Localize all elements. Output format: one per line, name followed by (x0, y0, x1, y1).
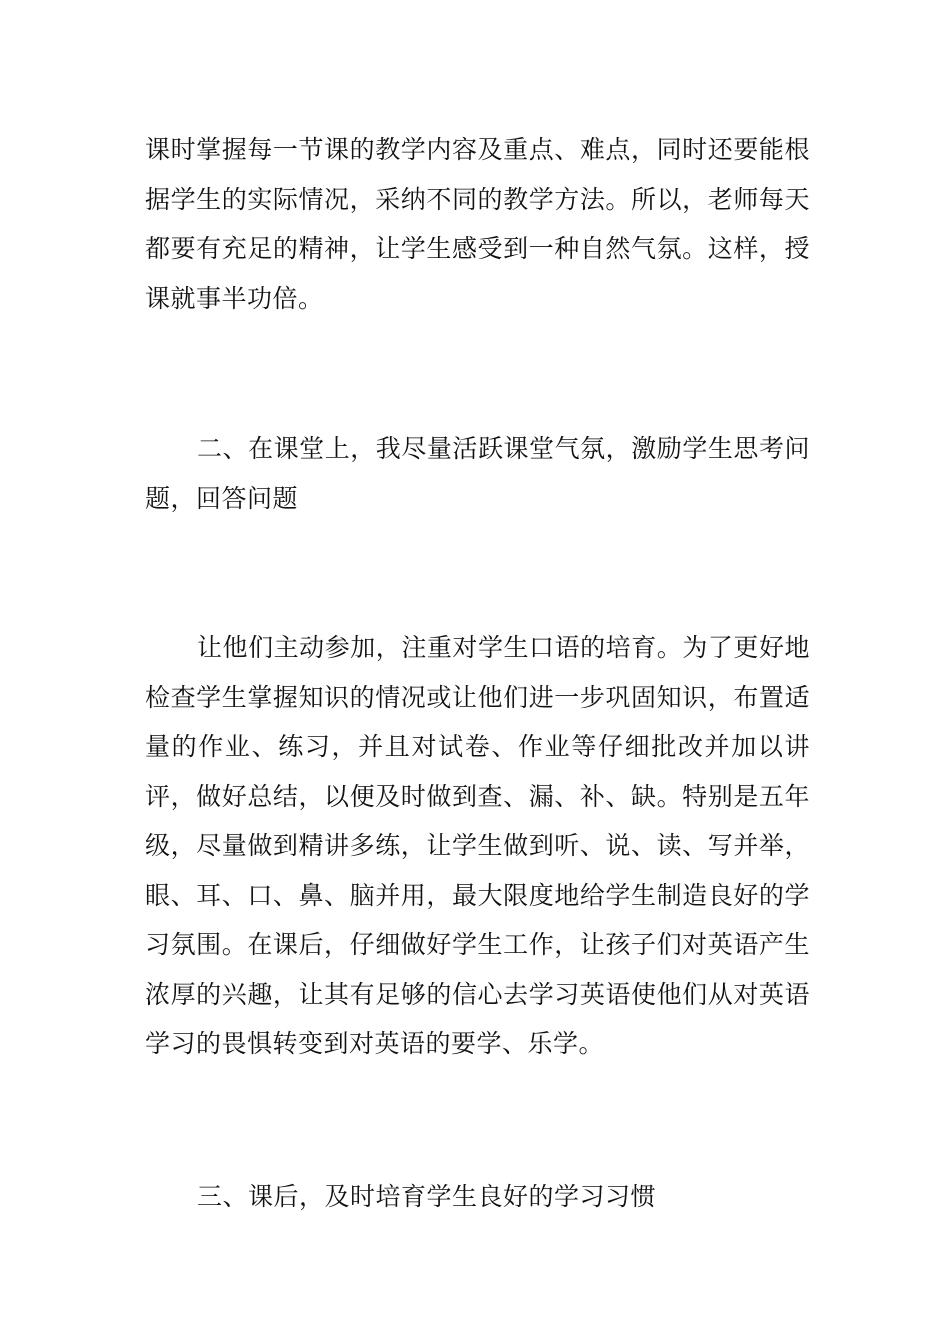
body-paragraph-continuation: 课时掌握每一节课的教学内容及重点、难点，同时还要能根据学生的实际情况，采纳不同的教学方法。所以，老师每天都要有充足的精神，让学生感受到一种自然气氛。这样，授课就事半功倍。 (145, 135, 810, 313)
section-heading-three: 三、课后，及时培育学生良好的学习习惯 (197, 1182, 657, 1211)
section-heading-two: 二、在课堂上，我尽量活跃课堂气氛，激励学生思考问题，回答问题 (145, 434, 810, 513)
body-paragraph: 让他们主动参加，注重对学生口语的培育。为了更好地检查学生掌握知识的情况或让他们进一步巩固知识，布置适量的作业、练习，并且对试卷、作业等仔细批改并加以讲评，做好总结，以便及时做到查、漏、补、缺。特别是五年级，尽量做到精讲多练，让学生做到听、说、读、写并举，眼、耳、口、鼻、脑并用，最大限度地给学生制造良好的学习氛围。在课后，仔细做好学生工作，让孩子们对英语产生浓厚的兴趣，让其有足够的信心去学习英语使他们从对英语学习的畏惧转变到对英语的要学、乐学。 (145, 633, 810, 1058)
